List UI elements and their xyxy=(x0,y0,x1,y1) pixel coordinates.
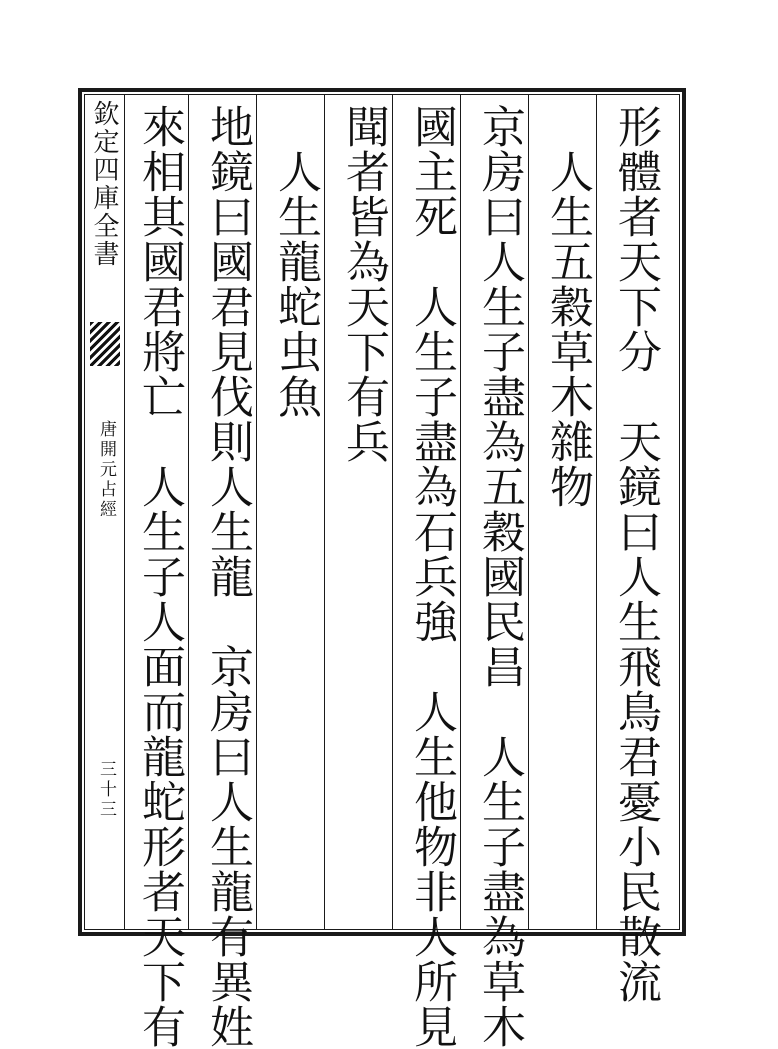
column-rule xyxy=(596,94,597,930)
chapter-title: 唐開元占經 xyxy=(96,420,116,520)
column-rule xyxy=(256,94,257,930)
text-column-3: 京房曰人生子盡為五穀國民昌 人生子盡為草木 xyxy=(474,104,525,1049)
text-column-1: 形體者天下分 天鏡曰人生飛鳥君憂小民散流 xyxy=(610,104,661,1004)
column-rule xyxy=(188,94,189,930)
text-column-8: 來相其國君將亡 人生子人面而龍蛇形者天下有 xyxy=(134,104,185,1049)
page-number: 三十三 xyxy=(96,760,116,820)
text-column-7: 地鏡曰國君見伐則人生龍 京房曰人生龍有異姓 xyxy=(202,104,253,1049)
text-column-4: 國主死 人生子盡為石兵強 人生他物非人所見 xyxy=(406,104,457,1049)
text-column-2: 人生五穀草木雜物 xyxy=(542,104,593,509)
column-rule xyxy=(528,94,529,930)
book-title: 欽定四庫全書 xyxy=(89,100,119,268)
column-rule xyxy=(460,94,461,930)
text-column-5: 聞者皆為天下有兵 xyxy=(338,104,389,464)
center-strip-rule xyxy=(124,94,125,930)
column-rule xyxy=(392,94,393,930)
fish-tail-mark xyxy=(90,322,120,366)
column-rule xyxy=(324,94,325,930)
text-column-6: 人生龍蛇虫魚 xyxy=(270,104,321,419)
